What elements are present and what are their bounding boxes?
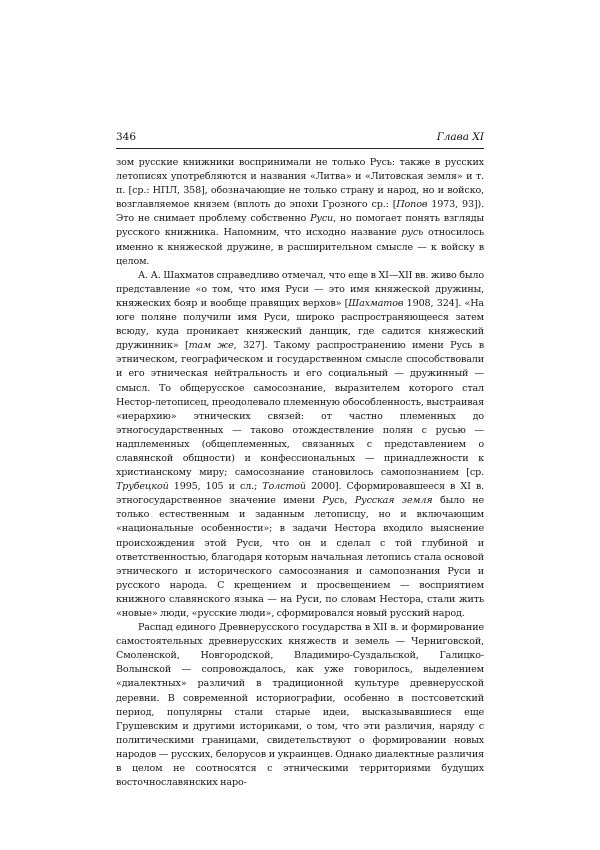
italic-reference: русь: [401, 227, 424, 239]
italic-reference: там же: [188, 340, 234, 352]
page-number: 346: [116, 131, 137, 143]
text-segment: А. А. Шахматов справедливо отмечал, что еще в XI—XII вв. живо было представление «о том, что имя Руси — это имя княжеской дружины, княжеских бояр и вообще правящих верхов» [: [116, 269, 484, 309]
text-segment: 1973, 93]). Это не снимает проблему собственно: [116, 199, 484, 225]
text-segment: зом русские книжники воспринимали не только Русь: также в русских летописях употребляются и названия «Литва» и «Литовская земля» и т. п. [ср.: НПЛ, 358], обозначающие не только страну и народ, но и войско, возглавляемое князем (вплоть до эпохи Грозного ср.: [: [116, 157, 484, 211]
italic-reference: Руси: [310, 213, 334, 225]
text-segment: 1908, 324]. «На юге поляне получили имя Руси, широко распространяющееся затем всюду, куда проникает княжеский данщик, где садится княжеский дружинник» [: [116, 297, 484, 352]
italic-reference: Попов: [396, 199, 428, 211]
text-segment: 1995, 105 и сл.;: [168, 481, 263, 493]
text-segment: , но помогает понять взгляды русского книжника. Напомним, что исходно название: [116, 213, 484, 239]
italic-reference: Русь, Русская земля: [322, 495, 433, 507]
text-segment: относилось именно к княжеской дружине, в расширительном смысле — к войску в целом.: [116, 227, 484, 267]
running-header: [116, 131, 484, 147]
text-segment: , 327]. Такому распространению имени Русь в этническом, географическом и государственном смысле способствовали и его этническая нейтральность и его социальный — дружинный — смысл. То общерусское самосознание, выразителем которого стал Нестор-летописец, преодолевало племенную обособленность, выстраивая «иерархию» этнических связей: от частно племенных до этногосударственных — таково отождествление полян с русью — надплеменных (общеплеменных, связанных с представлением о славянской общности) и конфессиональных — принадлежности к христианскому миру; самосознание становилось самопознанием [ср.: [116, 340, 484, 479]
body-text: [116, 156, 484, 790]
chapter-title: Глава XI: [436, 131, 484, 143]
italic-reference: Толстой: [262, 481, 306, 493]
text-segment: было не только естественным и заданным летописцу, но и включающим «национальные особенности»; в задачи Нестора входило выяснение происхождения этой Руси, что он и сделал с той глубиной и ответственностью, благодаря которым начальная летопись стала основой этнического и исторического самосознания и самопознания Руси и русского народа. С крещением и просвещением — восприятием книжного славянского языка — на Руси, по словам Нестора, стали жить «новые» люди, «русские люди», сформировался новый русский народ.: [116, 495, 485, 619]
paragraph: [116, 621, 484, 790]
text-segment: 2000]. Сформировавшееся в XI в. этногосударственное значение имени: [116, 481, 485, 507]
italic-reference: Шахматов: [348, 297, 404, 309]
italic-reference: Трубецкой: [116, 481, 169, 493]
paragraph: [116, 269, 484, 621]
header-rule: [116, 148, 484, 149]
paragraph: [116, 156, 484, 269]
text-segment: Распад единого Древнерусского государства в XII в. и формирование самостоятельных древнерусских княжеств и земель — Черниговской, Смоленской, Новгородской, Владимиро-Суздальской, Галицко-Волынской — сопровождалось, как уже говорилось, выделением «диалектных» различий в традиционной культуре древнерусской деревни. В современной историографии, особенно в постсоветский период, популярны стали старые идеи, высказывавшиеся еще Грушевским и другими историками, о том, что эти различия, наряду с политическими границами, свидетельствуют о формировании новых народов — русских, белорусов и украинцев. Однако диалектные различия в целом не соотносятся с этническими территориями будущих восточнославянских наро-: [116, 622, 484, 789]
